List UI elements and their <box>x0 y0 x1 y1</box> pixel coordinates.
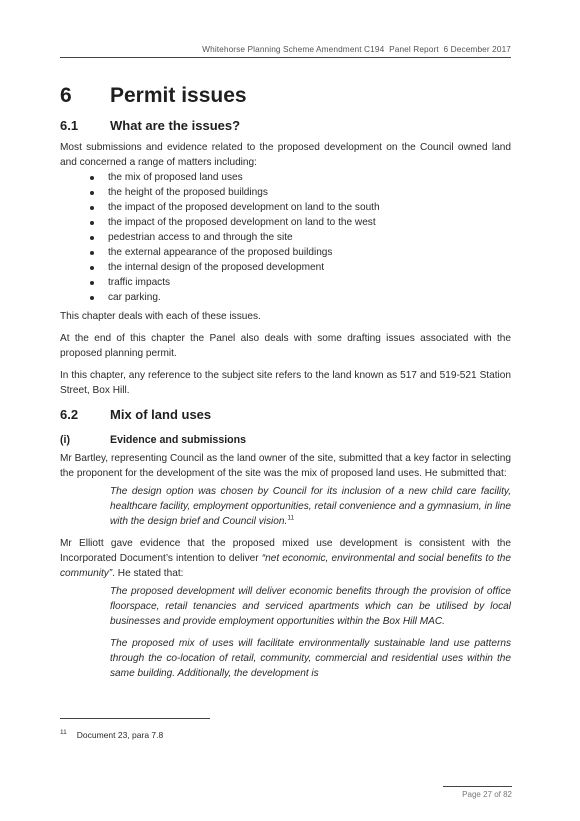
paragraph: This chapter deals with each of these issues. <box>60 311 261 322</box>
block-quote <box>110 484 511 529</box>
paragraph <box>60 536 511 581</box>
section-title: Mix of land uses <box>110 407 212 422</box>
footer-rule <box>443 786 512 787</box>
footnote <box>60 727 163 741</box>
list-item: traffic impacts <box>60 275 511 290</box>
paragraph: Mr Bartley, representing Council as the land owner of the site, submitted that a key factor in selecting the proponent for the development of the site was the mix of proposed land uses. He submitted that: <box>60 453 511 479</box>
paragraph: At the end of this chapter the Panel also deals with some drafting issues associated with the proposed planning permit. <box>60 333 511 359</box>
list-item: the mix of proposed land uses <box>60 170 511 185</box>
block-quote: The proposed development will deliver economic benefits through the provision of office floorspace, retail tenancies and serviced apartments which can be utilised by local businesses and provide employment opportunities within the Box Hill MAC. <box>110 586 511 627</box>
footnote-text: Document 23, para 7.8 <box>76 729 164 740</box>
list-item: the height of the proposed buildings <box>60 185 511 200</box>
inline-quote: “net economic, environmental and social benefits to the community” <box>60 553 511 579</box>
block-quote: The proposed mix of uses will facilitate environmentally sustainable land use patterns through the co-location of retail, community, commercial and residential uses within the same building. Additionally, the development is <box>110 638 511 679</box>
header-rule <box>60 57 511 58</box>
footnote-separator <box>60 718 210 719</box>
chapter-title: Permit issues <box>110 84 247 107</box>
paragraph-text: Mr Elliott gave evidence that the proposed mixed use development is consistent with the Incorporated Document’s intention to deliver <box>60 538 511 564</box>
footnote-number: 11 <box>60 729 67 736</box>
list-item: the impact of the proposed development on land to the west <box>60 215 511 230</box>
subsection-number: (i) <box>60 434 70 446</box>
list-item: car parking. <box>60 290 511 305</box>
list-item: pedestrian access to and through the site <box>60 230 511 245</box>
page-number: Page 27 of 82 <box>462 790 512 799</box>
running-header: Whitehorse Planning Scheme Amendment C194 Panel Report 6 December 2017 <box>202 44 511 54</box>
list-item: the external appearance of the proposed buildings <box>60 245 511 260</box>
section-number: 6.2 <box>60 407 79 422</box>
issues-list <box>60 170 511 305</box>
paragraph-intro: Most submissions and evidence related to the proposed development on the Council owned land and concerned a range of matters including: <box>60 142 511 168</box>
subsection-title: Evidence and submissions <box>110 434 246 446</box>
page-body <box>60 82 511 688</box>
section-title: What are the issues? <box>110 118 241 133</box>
list-item: the internal design of the proposed development <box>60 260 511 275</box>
footnote-reference[interactable]: 11 <box>287 514 295 522</box>
list-item: the impact of the proposed development on land to the south <box>60 200 511 215</box>
chapter-number: 6 <box>60 84 72 107</box>
quote-text: The design option was chosen by Council for its inclusion of a new child care facility, healthcare facility, employment opportunities, retail convenience and a gymnasium, in line with the design brief and Council vision. <box>110 486 511 527</box>
subsection-heading <box>60 432 511 448</box>
section-number: 6.1 <box>60 118 79 133</box>
paragraph: In this chapter, any reference to the subject site refers to the land known as 517 and 519-521 Station Street, Box Hill. <box>60 370 511 396</box>
paragraph-text: . He stated that: <box>112 568 184 579</box>
section-heading-6-2 <box>60 405 511 425</box>
section-heading-6-1 <box>60 116 511 136</box>
chapter-heading <box>60 82 511 110</box>
